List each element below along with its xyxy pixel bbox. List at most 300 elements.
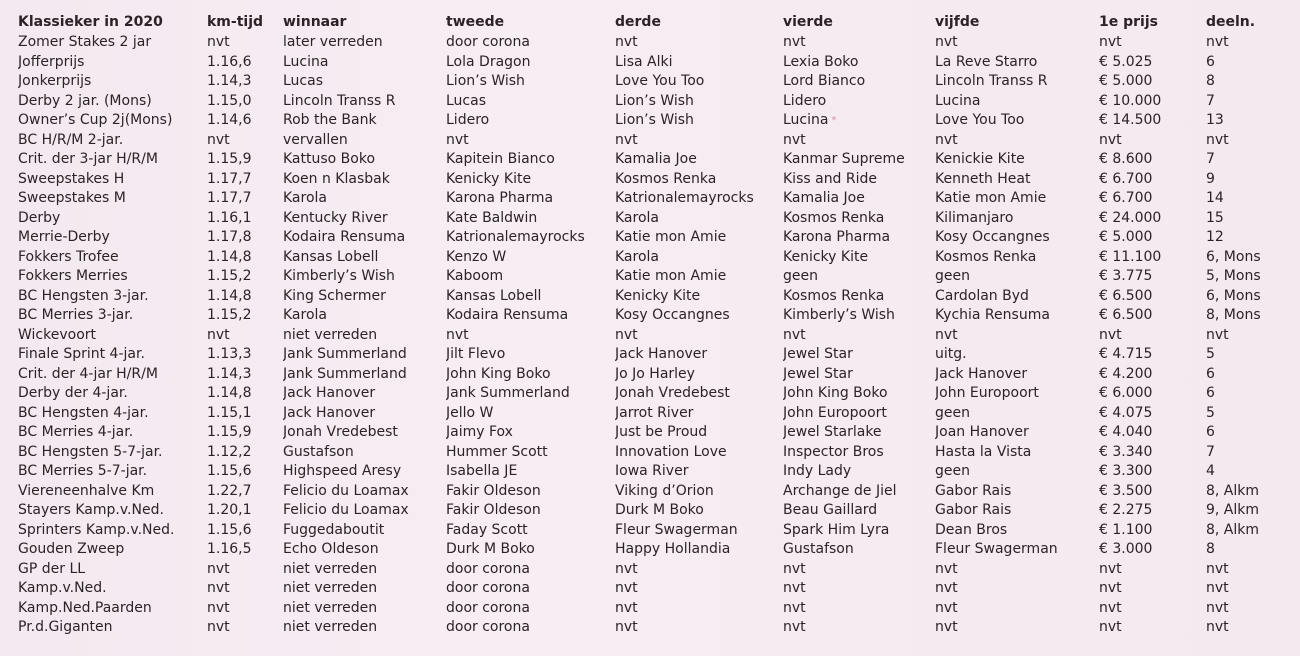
cell-klassieker [18,560,208,580]
cell-derde [615,599,783,619]
cell-deelnemers [1206,189,1298,209]
cell-vijfde [935,345,1100,365]
cell-text: 5 [1206,346,1215,362]
cell-eerste-prijs [1099,579,1207,599]
cell-text: 1.14,8 [207,248,252,265]
cell-klassieker [18,501,208,521]
cell-text: Jack Hanover [283,385,376,401]
cell-klassieker [18,423,208,443]
cell-text: 9 [1206,170,1215,187]
cell-tweede [446,131,614,151]
cell-text: GP der LL [18,560,86,577]
cell-text: Highspeed Aresy [283,463,402,479]
cell-tweede [446,111,614,131]
cell-text: Koen n Klasbak [283,170,390,187]
cell-deelnemers [1206,345,1298,365]
cell-vierde [783,618,936,638]
cell-winnaar [283,228,446,248]
cell-text: Inspector Bros [783,443,884,460]
cell-derde [615,384,783,404]
cell-text: Kansas Lobell [446,287,542,304]
cell-text: nvt [615,560,638,577]
cell-deelnemers [1206,501,1298,521]
cell-text: Kosmos Renka [615,170,717,187]
cell-text: door corona [446,599,530,616]
cell-text: Owner’s Cup 2j(Mons) [18,112,173,128]
cell-vijfde [935,384,1100,404]
cell-text: € 2.275 [1099,502,1153,518]
cell-text: Lord Bianco [783,73,866,89]
cell-tweede [446,170,614,190]
cell-winnaar [283,423,446,443]
cell-text: nvt [1206,326,1229,343]
cell-text: Kosmos Renka [935,248,1037,265]
cell-km-tijd [207,92,282,112]
cell-deelnemers [1206,579,1298,599]
cell-text: Kodaira Rensuma [446,307,569,323]
cell-klassieker [18,404,208,424]
table-row [18,618,1298,638]
cell-text: 5, Mons [1206,268,1261,284]
cell-vierde [783,72,936,92]
cell-km-tijd [207,482,282,502]
cell-text: Kenneth Heat [935,170,1031,187]
cell-winnaar [283,306,446,326]
cell-winnaar [283,92,446,112]
cell-text: Felicio du Loamax [283,482,409,499]
table-row [18,228,1298,248]
cell-text: BC Merries 4-jar. [18,424,134,440]
cell-deelnemers [1206,92,1298,112]
cell-eerste-prijs [1099,326,1207,346]
cell-derde [615,404,783,424]
cell-text: Karola [283,190,327,206]
cell-text: Durk M Boko [615,502,704,518]
cell-deelnemers [1206,33,1298,53]
cell-text: Katrionalemayrocks [446,229,585,245]
cell-text: nvt [1206,599,1229,616]
cell-derde [615,345,783,365]
cell-klassieker [18,482,208,502]
cell-text: 8, Alkm [1206,521,1260,538]
cell-vijfde [935,560,1100,580]
cell-text: nvt [935,326,958,343]
cell-deelnemers [1206,150,1298,170]
cell-km-tijd [207,170,282,190]
cell-text: nvt [935,619,958,635]
cell-text: nvt [446,326,469,343]
cell-text: Merrie-Derby [18,229,110,245]
cell-vierde [783,560,936,580]
cell-vijfde [935,501,1100,521]
cell-vijfde [935,404,1100,424]
cell-text: Jewel Star [783,346,853,362]
cell-tweede [446,53,614,73]
cell-text: Happy Hollandia [615,541,731,557]
cell-derde [615,267,783,287]
cell-text: BC Hengsten 3-jar. [18,287,149,304]
cell-tweede [446,306,614,326]
table-row [18,599,1298,619]
cell-text: nvt [207,560,230,577]
cell-text: 7 [1206,151,1215,167]
cell-km-tijd [207,384,282,404]
cell-text: Felicio du Loamax [283,502,409,518]
cell-deelnemers [1206,72,1298,92]
cell-vierde [783,131,936,151]
cell-tweede [446,365,614,385]
cell-text: John King Boko [783,385,888,401]
cell-text: € 3.775 [1099,268,1153,284]
cell-vierde [783,365,936,385]
cell-text: Viereneenhalve Km [18,482,155,499]
cell-text: € 11.100 [1099,248,1162,265]
cell-derde [615,462,783,482]
cell-km-tijd [207,326,282,346]
cell-vijfde [935,462,1100,482]
cell-vijfde [935,287,1100,307]
cell-derde [615,287,783,307]
cell-text: Lucina [783,112,829,128]
table-header [18,12,1298,33]
cell-vierde [783,267,936,287]
cell-text: Lincoln Transs R [283,92,396,109]
cell-text: nvt [207,131,230,148]
table-row [18,443,1298,463]
cell-km-tijd [207,501,282,521]
cell-vierde [783,111,936,131]
cell-text: nvt [783,131,806,148]
cell-text: BC Merries 5-7-jar. [18,463,148,479]
cell-vierde [783,53,936,73]
cell-tweede [446,579,614,599]
cell-text: 1.17,8 [207,229,252,245]
cell-text: € 6.000 [1099,385,1153,401]
cell-vierde [783,599,936,619]
cell-tweede [446,189,614,209]
cell-text: nvt [935,34,958,50]
cell-text: 7 [1206,443,1215,460]
cell-text: Kenzo W [446,248,507,265]
cell-klassieker [18,326,208,346]
cell-text: Fleur Swagerman [935,541,1058,557]
cell-deelnemers [1206,287,1298,307]
cell-derde [615,540,783,560]
cell-text: Lucina [283,53,329,70]
cell-vijfde [935,33,1100,53]
header-eerste-prijs: 1e prijs [1099,14,1158,30]
cell-text: Lidero [446,112,490,128]
cell-text: € 5.000 [1099,229,1153,245]
cell-tweede [446,267,614,287]
table-row [18,521,1298,541]
cell-vijfde [935,482,1100,502]
cell-text: geen [935,463,970,479]
cell-text: niet verreden [283,619,378,635]
table-row [18,189,1298,209]
cell-derde [615,482,783,502]
cell-text: nvt [1099,131,1122,148]
cell-text: Jewel Star [783,365,853,382]
cell-text: 1.15,1 [207,404,252,421]
cell-km-tijd [207,287,282,307]
cell-text: BC Merries 3-jar. [18,307,134,323]
cell-eerste-prijs [1099,482,1207,502]
cell-text: Kodaira Rensuma [283,229,406,245]
cell-vierde [783,306,936,326]
table-row [18,345,1298,365]
cell-text: Echo Oldeson [283,541,379,557]
table-row [18,423,1298,443]
cell-text: Lexia Boko [783,53,859,70]
cell-text: Kosmos Renka [783,209,885,226]
cell-klassieker [18,540,208,560]
table-row [18,482,1298,502]
cell-text: Gabor Rais [935,502,1012,518]
cell-klassieker [18,443,208,463]
cell-text: Kapitein Bianco [446,151,555,167]
table-row [18,131,1298,151]
cell-km-tijd [207,443,282,463]
cell-deelnemers [1206,521,1298,541]
cell-km-tijd [207,540,282,560]
table-row [18,111,1298,131]
cell-winnaar [283,326,446,346]
cell-text: Kenicky Kite [446,170,532,187]
cell-text: door corona [446,619,530,635]
cell-text: Lidero [783,92,827,109]
cell-text: geen [935,404,970,421]
cell-text: 8 [1206,73,1215,89]
cell-derde [615,365,783,385]
cell-text: Gustafson [783,541,854,557]
cell-km-tijd [207,404,282,424]
cell-eerste-prijs [1099,92,1207,112]
cell-text: Lucas [446,92,486,109]
cell-text: Dean Bros [935,521,1008,538]
cell-text: door corona [446,580,530,596]
cell-text: Lisa Alki [615,53,673,70]
cell-klassieker [18,92,208,112]
cell-text: Cardolan Byd [935,287,1029,304]
cell-text: Kentucky River [283,209,388,226]
cell-derde [615,150,783,170]
cell-text: nvt [783,560,806,577]
header-deelnemers: deeln. [1206,14,1256,30]
cell-text: Derby der 4-jar. [18,385,128,401]
cell-vierde [783,423,936,443]
table-row [18,287,1298,307]
cell-winnaar [283,345,446,365]
cell-text: 5 [1206,404,1215,421]
table-row [18,365,1298,385]
cell-klassieker [18,189,208,209]
cell-winnaar [283,618,446,638]
cell-derde [615,33,783,53]
table-row [18,267,1298,287]
cell-text: vervallen [283,131,348,148]
cell-text: Kenicky Kite [783,248,869,265]
cell-km-tijd [207,209,282,229]
cell-vijfde [935,228,1100,248]
cell-winnaar [283,267,446,287]
cell-text: 1.14,8 [207,385,252,401]
cell-text: € 8.600 [1099,151,1153,167]
cell-text: 1.12,2 [207,443,252,460]
cell-text: Jofferprijs [18,53,85,70]
cell-text: nvt [615,619,638,635]
cell-text: nvt [615,599,638,616]
cell-text: 1.15,6 [207,521,252,538]
cell-km-tijd [207,53,282,73]
cell-vierde [783,384,936,404]
cell-text: geen [935,268,970,284]
cell-text: 6 [1206,365,1215,382]
cell-text: nvt [615,326,638,343]
cell-text: nvt [207,326,230,343]
cell-text: Jank Summerland [446,385,570,401]
cell-deelnemers [1206,404,1298,424]
cell-text: Kimberly’s Wish [783,307,895,323]
cell-deelnemers [1206,618,1298,638]
cell-text: Kanmar Supreme [783,151,905,167]
cell-text: 1.16,5 [207,541,252,557]
cell-text: Kattuso Boko [283,151,376,167]
cell-tweede [446,501,614,521]
cell-text: Wickevoort [18,326,97,343]
cell-text: nvt [1206,580,1229,596]
cell-text: Beau Gaillard [783,502,878,518]
cell-text: 1.20,1 [207,502,252,518]
cell-text: nvt [935,599,958,616]
cell-klassieker [18,599,208,619]
cell-eerste-prijs [1099,443,1207,463]
cell-text: nvt [783,34,806,50]
cell-text: Kychia Rensuma [935,307,1050,323]
cell-text: Jo Jo Harley [615,365,695,382]
cell-vierde [783,521,936,541]
cell-vijfde [935,248,1100,268]
cell-text: later verreden [283,34,383,50]
cell-text: 12 [1206,229,1224,245]
cell-text: Jack Hanover [283,404,376,421]
cell-eerste-prijs [1099,189,1207,209]
cell-derde [615,326,783,346]
cell-text: nvt [1099,580,1122,596]
cell-tweede [446,443,614,463]
cell-text: Archange de Jiel [783,482,897,499]
cell-vijfde [935,540,1100,560]
cell-vierde [783,462,936,482]
cell-winnaar [283,462,446,482]
cell-text: nvt [935,560,958,577]
cell-klassieker [18,618,208,638]
cell-eerste-prijs [1099,599,1207,619]
cell-text: Kosy Occangnes [935,229,1050,245]
cell-text: Lion’s Wish [615,112,694,128]
cell-text: Lucina [935,92,981,109]
cell-text: Karola [615,209,659,226]
cell-eerste-prijs [1099,365,1207,385]
cell-derde [615,111,783,131]
cell-km-tijd [207,248,282,268]
cell-text: nvt [615,580,638,596]
cell-eerste-prijs [1099,111,1207,131]
header-vierde: vierde [783,14,833,30]
cell-km-tijd [207,365,282,385]
cell-klassieker [18,287,208,307]
cell-eerste-prijs [1099,521,1207,541]
cell-vijfde [935,131,1100,151]
cell-eerste-prijs [1099,209,1207,229]
cell-km-tijd [207,111,282,131]
cell-vijfde [935,365,1100,385]
cell-text: Crit. der 3-jar H/R/M [18,151,158,167]
cell-text: 6 [1206,53,1215,70]
cell-klassieker [18,228,208,248]
cell-text: 1.15,9 [207,151,252,167]
cell-deelnemers [1206,170,1298,190]
cell-winnaar [283,53,446,73]
cell-text: Jack Hanover [615,346,708,362]
cell-text: geen [783,268,818,284]
cell-deelnemers [1206,306,1298,326]
cell-text: door corona [446,560,530,577]
cell-text: € 4.200 [1099,365,1153,382]
cell-text: nvt [615,34,638,50]
cell-eerste-prijs [1099,345,1207,365]
cell-derde [615,521,783,541]
cell-winnaar [283,560,446,580]
cell-winnaar [283,384,446,404]
cell-text: nvt [1099,619,1122,635]
cell-text: Kamp.Ned.Paarden [18,599,152,616]
cell-km-tijd [207,131,282,151]
cell-text: nvt [783,580,806,596]
cell-winnaar [283,189,446,209]
cell-klassieker [18,579,208,599]
cell-km-tijd [207,345,282,365]
cell-klassieker [18,111,208,131]
cell-eerste-prijs [1099,501,1207,521]
cell-text: € 6.700 [1099,190,1153,206]
cell-text: King Schermer [283,287,386,304]
cell-text: Kenickie Kite [935,151,1025,167]
cell-eerste-prijs [1099,306,1207,326]
table-row [18,53,1298,73]
cell-vijfde [935,579,1100,599]
cell-derde [615,189,783,209]
cell-winnaar [283,170,446,190]
cell-text: Sweepstakes H [18,170,125,187]
cell-km-tijd [207,618,282,638]
cell-text: Katie mon Amie [615,268,727,284]
table-row [18,540,1298,560]
cell-eerste-prijs [1099,462,1207,482]
cell-eerste-prijs [1099,33,1207,53]
cell-text: Kiss and Ride [783,170,878,187]
cell-winnaar [283,404,446,424]
cell-vierde [783,150,936,170]
cell-text: Hasta la Vista [935,443,1032,460]
cell-klassieker [18,306,208,326]
cell-eerste-prijs [1099,384,1207,404]
cell-deelnemers [1206,267,1298,287]
cell-vijfde [935,150,1100,170]
cell-text: 8, Alkm [1206,482,1260,499]
cell-derde [615,170,783,190]
cell-text: Stayers Kamp.v.Ned. [18,502,164,518]
